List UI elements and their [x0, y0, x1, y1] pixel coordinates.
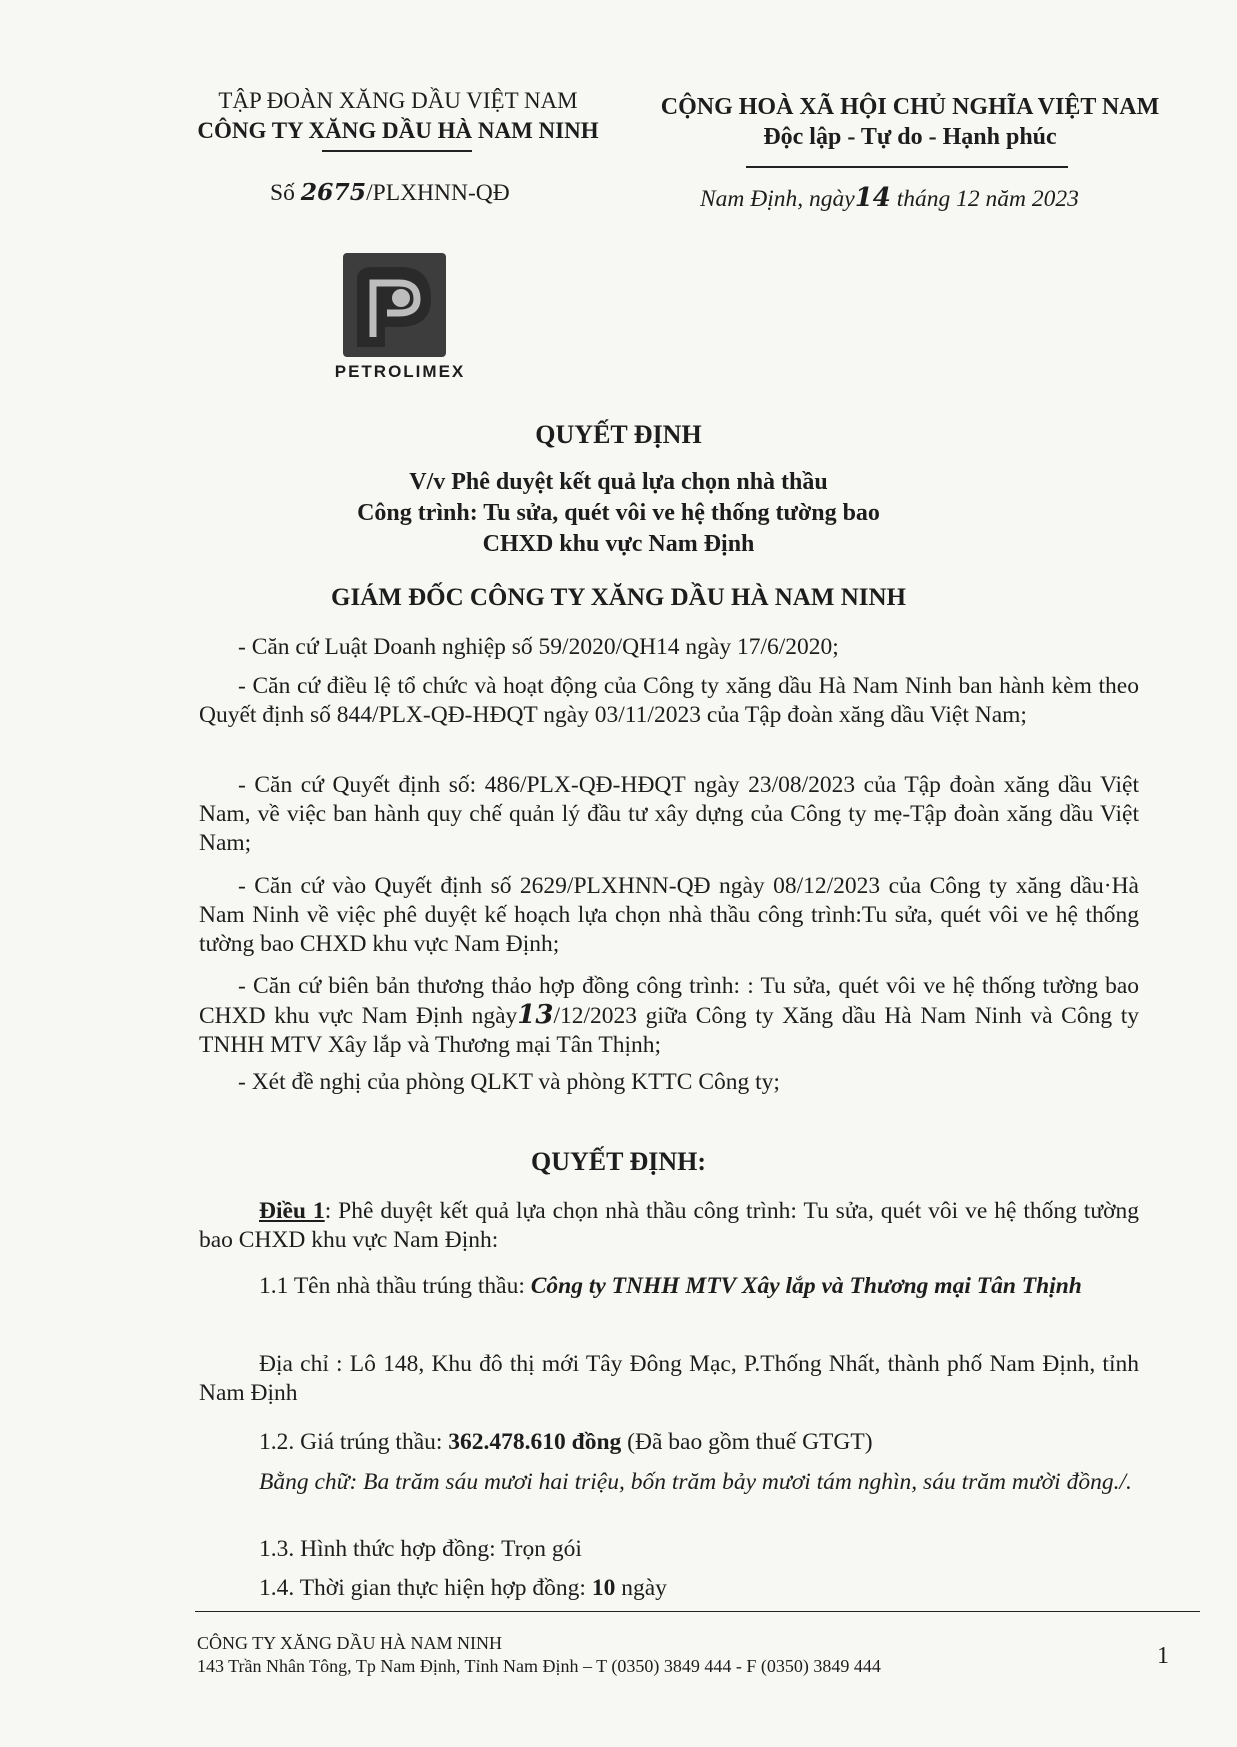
document-subject [0, 467, 1237, 560]
basis-item: - Căn cứ Quyết định số: 486/PLX-QĐ-HĐQT ngày 23/08/2023 của Tập đoàn xăng dầu Việt Nam, về việc ban hành quy chế quản lý đầu tư xây dựng của Công ty mẹ-Tập đoàn xăng dầu Việt Nam; [199, 772, 1139, 856]
national-title [630, 92, 1190, 152]
document-title: QUYẾT ĐỊNH [535, 420, 702, 449]
footer-company: CÔNG TY XĂNG DẦU HÀ NAM NINH [197, 1633, 502, 1653]
footer-address: 143 Trần Nhân Tông, Tp Nam Định, Tỉnh Nam Định – T (0350) 3849 444 - F (0350) 3849 444 [197, 1656, 881, 1676]
issuing-authority: GIÁM ĐỐC CÔNG TY XĂNG DẦU HÀ NAM NINH [331, 584, 906, 611]
duration-value: 10 [591, 1575, 616, 1601]
decision-heading: QUYẾT ĐỊNH: [530, 1147, 707, 1176]
agency-name [168, 86, 628, 146]
header-left-underline [322, 150, 472, 152]
contractor-address: Địa chỉ : Lô 148, Khu đô thị mới Tây Đông Mạc, P.Thống Nhất, thành phố Nam Định, tỉnh Nam Định [199, 1351, 1139, 1406]
basis-item: - Căn cứ điều lệ tổ chức và hoạt động của Công ty xăng dầu Hà Nam Ninh ban hành kèm theo Quyết định số 844/PLX-QĐ-HĐQT ngày 03/11/2023 của Tập đoàn xăng dầu Việt Nam; [199, 673, 1139, 728]
price-value: 362.478.610 đồng [448, 1429, 622, 1455]
parent-agency: TẬP ĐOÀN XĂNG DẦU VIỆT NAM [218, 88, 578, 113]
article-label: Điều 1 [259, 1198, 325, 1224]
basis-item: - Xét đề nghị của phòng QLKT và phòng KTTC Công ty; [238, 1069, 780, 1095]
handwritten-day: 13 [517, 1000, 554, 1030]
company-name: CÔNG TY XĂNG DẦU HÀ NAM NINH [197, 118, 599, 143]
winning-price: 1.2. Giá trúng thầu: 362.478.610 đồng (Đã bao gồm thuế GTGT) [259, 1429, 873, 1455]
footer-divider [195, 1611, 1200, 1612]
petrolimex-logo-icon [343, 253, 446, 357]
subject-line-3: CHXD khu vực Nam Định [482, 531, 755, 557]
handwritten-day: 14 [854, 183, 891, 213]
basis-item: - Căn cứ Luật Doanh nghiệp số 59/2020/QH14 ngày 17/6/2020; [238, 634, 839, 660]
subject-line-1: V/v Phê duyệt kết quả lựa chọn nhà thầu [409, 469, 828, 495]
subject-line-2: Công trình: Tu sửa, quét vôi ve hệ thống tường bao [357, 500, 880, 526]
price-in-words: Bằng chữ: Ba trăm sáu mươi hai triệu, bốn trăm bảy mươi tám nghìn, sáu trăm mười đồng./. [259, 1469, 1132, 1495]
handwritten-number: 2675 [300, 178, 367, 206]
basis-item: - Căn cứ vào Quyết định số 2629/PLXHNN-QĐ ngày 08/12/2023 của Công ty xăng dầu·Hà Nam Ninh về việc phê duyệt kế hoạch lựa chọn nhà thầu công trình:Tu sửa, quét vôi ve hệ thống tường bao CHXD khu vực Nam Định; [199, 873, 1139, 957]
document-number: Số 2675/PLXHNN-QĐ [270, 178, 510, 206]
contract-type: 1.3. Hình thức hợp đồng: Trọn gói [259, 1536, 582, 1562]
page-number: 1 [1157, 1643, 1169, 1669]
contractor-name: Công ty TNHH MTV Xây lắp và Thương mại Tân Thịnh [530, 1273, 1082, 1299]
document-date: Nam Định, ngày14 tháng 12 năm 2023 [700, 183, 1079, 213]
republic-name: CỘNG HOÀ XÃ HỘI CHỦ NGHĨA VIỆT NAM [660, 94, 1160, 120]
basis-item: - Căn cứ biên bản thương thảo hợp đồng công trình: : Tu sửa, quét vôi ve hệ thống tường bao CHXD khu vực Nam Định ngày13/12/2023 giữa Công ty Xăng dầu Hà Nam Ninh và Công ty TNHH MTV Xây lắp và Thương mại Tân Thịnh; [199, 973, 1139, 1058]
article-1: Điều 1: Phê duyệt kết quả lựa chọn nhà thầu công trình: Tu sửa, quét vôi ve hệ thống tường bao CHXD khu vực Nam Định: [199, 1198, 1140, 1253]
logo-wordmark: PETROLIMEX [334, 362, 466, 381]
winning-contractor: 1.1 Tên nhà thầu trúng thầu: Công ty TNHH MTV Xây lắp và Thương mại Tân Thịnh [259, 1273, 1082, 1299]
contract-duration: 1.4. Thời gian thực hiện hợp đồng: 10 ngày [259, 1575, 667, 1601]
national-motto: Độc lập - Tự do - Hạnh phúc [763, 124, 1057, 150]
header-right-underline [746, 166, 1068, 168]
